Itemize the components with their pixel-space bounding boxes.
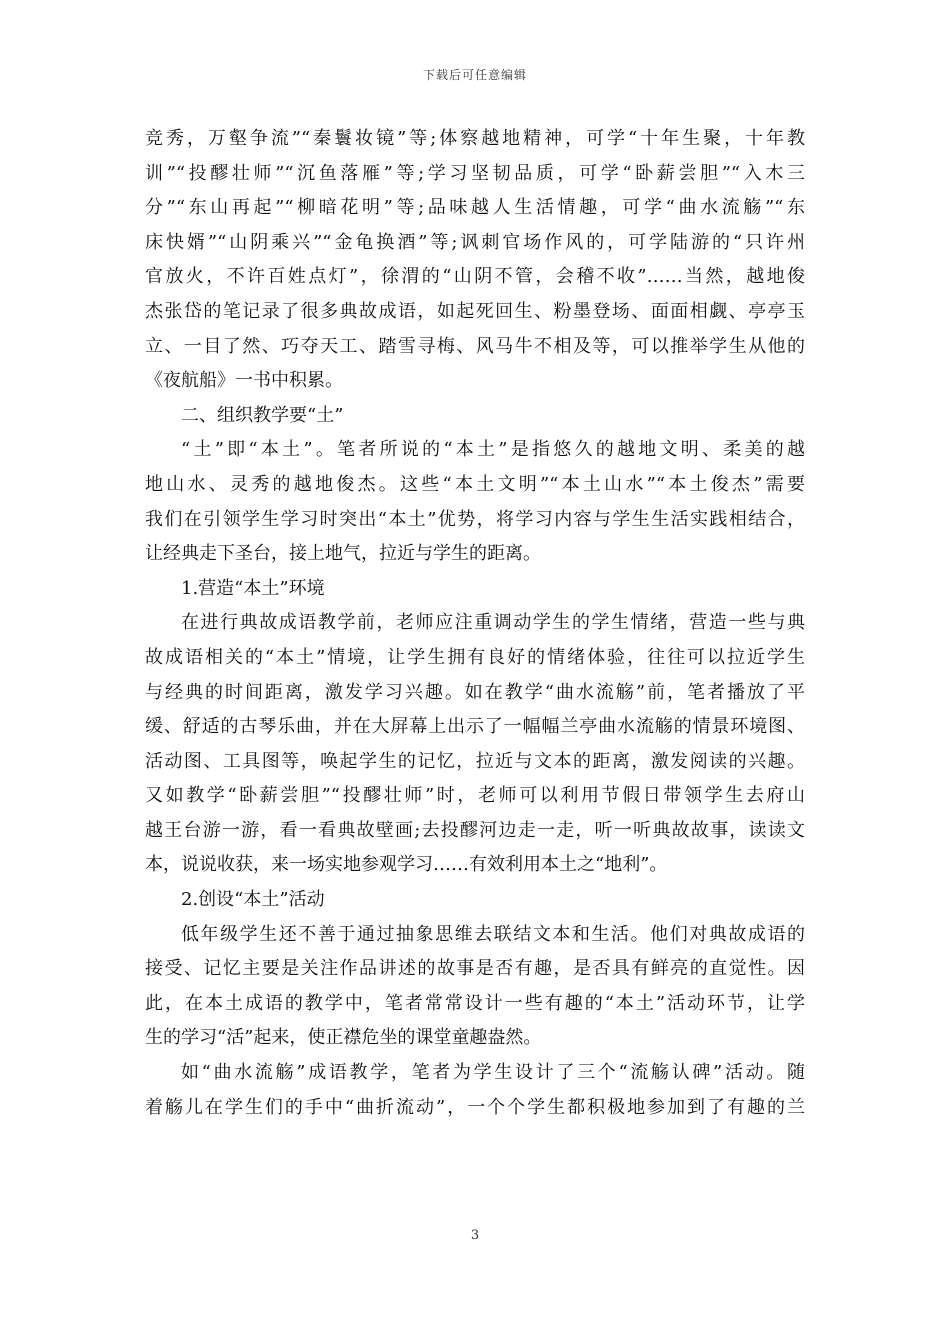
body-line: “土”即“本土”。笔者所说的“本土”是指悠久的越地文明、柔美的越 (181, 439, 805, 461)
body-line: 训”“投醪壮师”“沉鱼落雁”等;学习坚韧品质，可学“卧薪尝胆”“入木三 (145, 162, 805, 184)
body-line: 地山水、灵秀的越地俊杰。这些“本土文明”“本土山水”“本土俊杰”需要 (145, 473, 805, 495)
page-number: 3 (470, 1228, 480, 1243)
body-line: 官放火，不许百姓点灯”，徐渭的“山阴不管，会稽不收”……当然，越地俊 (145, 266, 805, 288)
body-line: 《夜航船》一书中积累。 (145, 370, 343, 392)
body-line: 低年级学生还不善于通过抽象思维去联结文本和生活。他们对典故成语的 (181, 923, 805, 945)
page-header: 下载后可任意编辑 (422, 68, 527, 82)
body-line: 此，在本土成语的教学中，笔者常常设计一些有趣的“本土”活动环节，让学 (145, 992, 805, 1014)
body-line: 越王台游一游，看一看典故壁画;去投醪河边走一走，听一听典故故事，读读文 (145, 819, 805, 841)
body-line: 生的学习“活”起来，使正襟危坐的课堂童趣盎然。 (145, 1027, 542, 1049)
body-line: 我们在引领学生学习时突出“本土”优势，将学习内容与学生生活实践相结合， (145, 508, 805, 530)
section-heading: 二、组织教学要“土” (181, 404, 344, 426)
body-line: 如“曲水流觞”成语教学，笔者为学生设计了三个“流觞认碑”活动。随 (181, 1062, 805, 1084)
body-line: 与经典的时间距离，激发学习兴趣。如在教学“曲水流觞”前，笔者播放了平 (145, 681, 805, 703)
document-body (145, 122, 805, 1125)
body-line: 缓、舒适的古琴乐曲，并在大屏幕上出示了一幅幅兰亭曲水流觞的情景环境图、 (145, 716, 805, 738)
body-line: 故成语相关的“本土”情境，让学生拥有良好的情绪体验，往往可以拉近学生 (145, 646, 805, 668)
subsection-heading: 2.创设“本土”活动 (181, 889, 325, 911)
body-line: 让经典走下圣台，接上地气，拉近与学生的距离。 (145, 543, 541, 565)
body-line: 竞秀，万壑争流”“秦鬟妆镜”等;体察越地精神，可学“十年生聚，十年教 (145, 128, 805, 149)
body-line: 在进行典故成语教学前，老师应注重调动学生的学生情绪，营造一些与典 (181, 612, 805, 634)
body-line: 又如教学“卧薪尝胆”“投醪壮师”时，老师可以利用节假日带领学生去府山 (145, 785, 805, 807)
body-line: 着觞儿在学生们的手中“曲折流动”，一个个学生都积极地参加到了有趣的兰 (145, 1096, 805, 1118)
body-line: 床快婿”“山阴乘兴”“金龟换酒”等;讽刺官场作风的，可学陆游的“只许州 (145, 231, 805, 253)
subsection-heading: 1.营造“本土”环境 (181, 577, 325, 599)
body-line: 接受、记忆主要是关注作品讲述的故事是否有趣，是否具有鲜亮的直觉性。因 (145, 958, 805, 980)
body-line: 杰张岱的笔记录了很多典故成语，如起死回生、粉墨登场、面面相觑、亭亭玉 (145, 300, 805, 322)
body-line: 分”“东山再起”“柳暗花明”等;品味越人生活情趣，可学“曲水流觞”“东 (145, 197, 805, 219)
body-line: 立、一目了然、巧夺天工、踏雪寻梅、风马牛不相及等，可以推举学生从他的 (145, 335, 805, 357)
body-line: 本，说说收获，来一场实地参观学习……有效利用本土之“地利”。 (145, 854, 668, 876)
body-line: 活动图、工具图等，唤起学生的记忆，拉近与文本的距离，激发阅读的兴趣。 (145, 750, 805, 772)
